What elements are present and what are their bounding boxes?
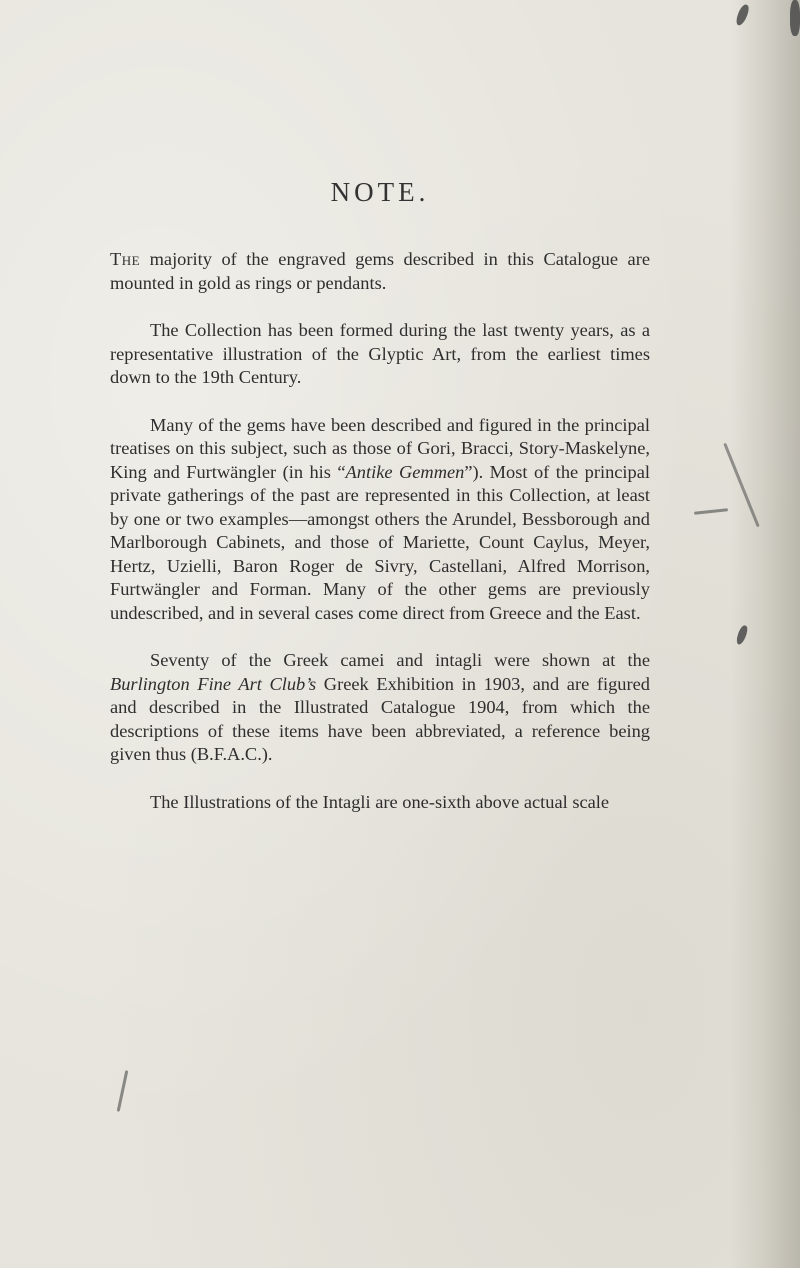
paragraph-1 — [110, 248, 650, 295]
paragraph-text: Greek Exhibition in 1903, and are figured and described in the Illustrated Catalogue 1904, from which the descriptions of these items have been abbreviated, a reference being given thus (B.F.A.C.). — [110, 673, 650, 764]
paragraph-text: ”). Most of the principal private gatherings of the past are represented in this Collection, at least by one or two examples—amongst others the Arundel, Bessborough and Marlborough Cabinets, and those of Mariette, Count Caylus, Meyer, Hertz, Uzielli, Baron Roger de Sivry, Castellani, Alfred Morrison, Furtwängler and Forman. Many of the other gems are previously undescribed, and in several cases come direct from Greece and the East. — [110, 461, 651, 623]
paragraph-text: The Illustrations of the Intagli are one-sixth above actual scale — [150, 791, 610, 812]
paragraph-5 — [110, 791, 650, 815]
paragraph-text: Seventy of the Greek camei and intagli were shown at the — [150, 650, 650, 670]
page-title: NOTE. — [330, 177, 430, 207]
paragraph-italic: Antike Gemmen — [345, 461, 465, 482]
ink-stain — [790, 0, 800, 36]
ink-stain — [694, 508, 728, 515]
paragraph-text: majority of the engraved gems described in this Catalogue are mounted in gold as rings or pendants. — [110, 249, 650, 293]
paragraph-4 — [110, 649, 650, 767]
paragraph-3 — [110, 414, 650, 626]
paragraph-2 — [110, 319, 650, 390]
paragraph-text: The Collection has been formed during the last twenty years, as a representative illustration of the Glyptic Art, from the earliest times down to the 19th Century. — [110, 320, 650, 387]
paragraph-italic: Burlington Fine Art Club’s — [110, 673, 317, 694]
ink-stain — [117, 1070, 129, 1112]
paragraph-text: Many of the gems have been described and figured in the principal treatises on this subject, such as those of Gori, Bracci, Story-Maskelyne, King and Furtwängler (in his “ — [110, 414, 650, 482]
paragraph-lead: The — [110, 249, 141, 269]
note-body — [110, 248, 650, 838]
